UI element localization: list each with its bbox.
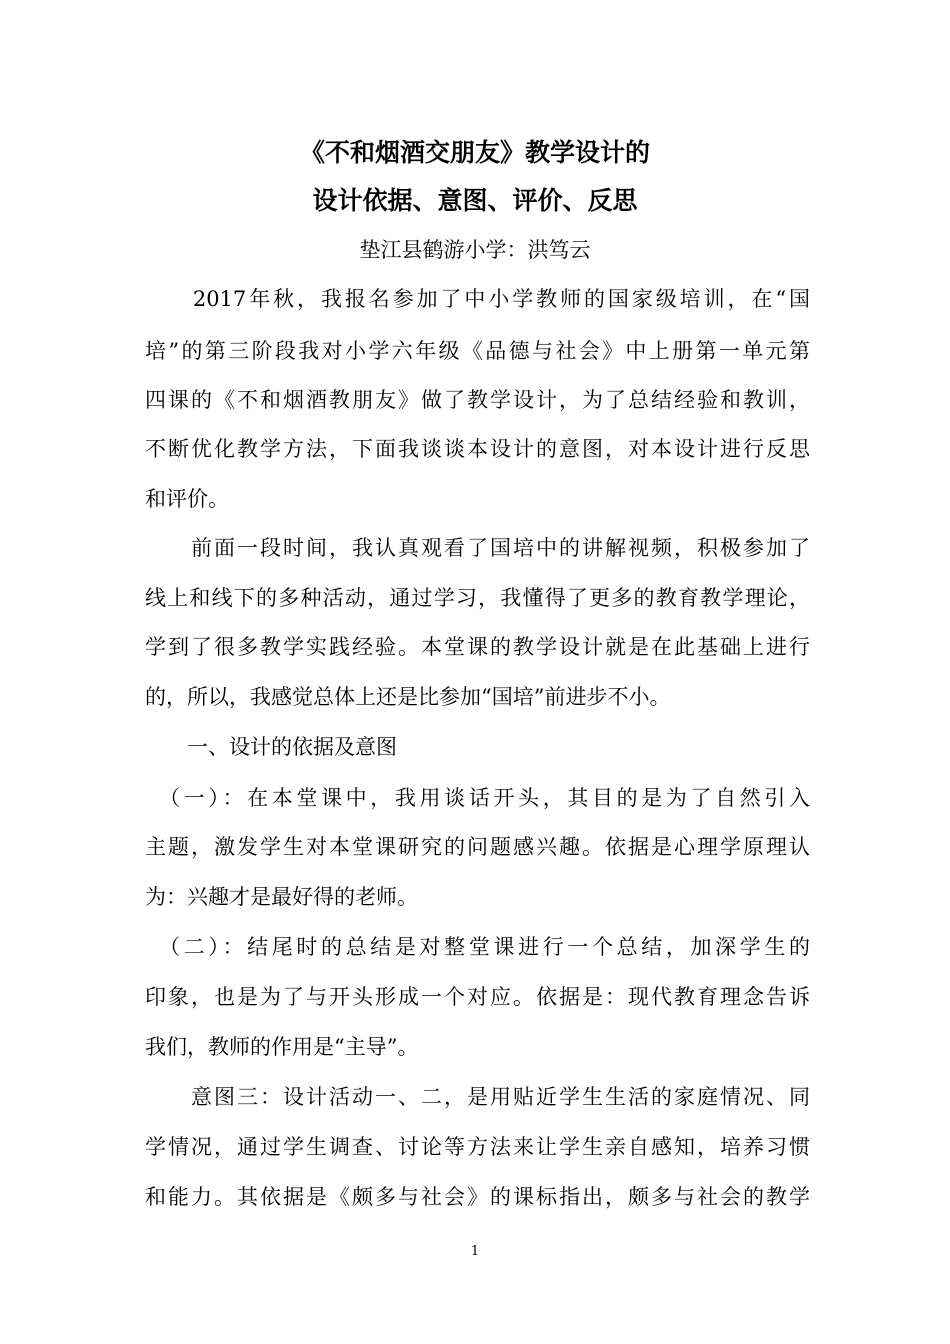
document-title-line-2: 设计依据、意图、评价、反思 [312,186,638,215]
body-line: 的，所以，我感觉总体上还是比参加“国培”前进步不小。 [145,685,671,709]
body-line: 2017年秋，我报名参加了中小学教师的国家级培训，在“国 [145,287,810,311]
body-line: 四课的《不和烟酒教朋友》做了教学设计，为了总结经验和教训， [145,388,810,412]
body-line: 印象，也是为了与开头形成一个对应。依据是：现代教育理念告诉 [145,985,810,1009]
body-line: （一）：在本堂课中，我用谈话开头，其目的是为了自然引入 [145,786,810,810]
body-line: 我们，教师的作用是“主导”。 [145,1035,419,1059]
body-line: 线上和线下的多种活动，通过学习，我懂得了更多的教育教学理论， [145,586,810,610]
body-line: （二）：结尾时的总结是对整堂课进行一个总结，加深学生的 [145,935,810,959]
page-number: 1 [470,1244,480,1259]
body-line: 为：兴趣才是最好得的老师。 [145,885,418,909]
section-heading: 一、设计的依据及意图 [145,735,397,759]
body-line: 培”的第三阶段我对小学六年级《品德与社会》中上册第一单元第 [145,339,810,363]
document-author: 垫江县鹤游小学：洪笃云 [359,238,591,262]
body-line: 前面一段时间，我认真观看了国培中的讲解视频，积极参加了 [145,536,810,560]
body-line: 不断优化教学方法，下面我谈谈本设计的意图，对本设计进行反思 [145,437,810,461]
body-line: 和能力。其依据是《颇多与社会》的课标指出，颇多与社会的教学 [145,1185,810,1209]
body-line: 意图三：设计活动一、二，是用贴近学生生活的家庭情况、同 [145,1085,810,1109]
document-title-line-1: 《不和烟酒交朋友》教学设计的 [299,138,650,167]
body-line: 主题，激发学生对本堂课研究的问题感兴趣。依据是心理学原理认 [145,835,810,859]
body-line: 学到了很多教学实践经验。本堂课的教学设计就是在此基础上进行 [145,635,810,659]
body-line: 和评价。 [145,487,229,511]
body-line: 学情况，通过学生调查、讨论等方法来让学生亲自感知，培养习惯 [145,1135,810,1159]
